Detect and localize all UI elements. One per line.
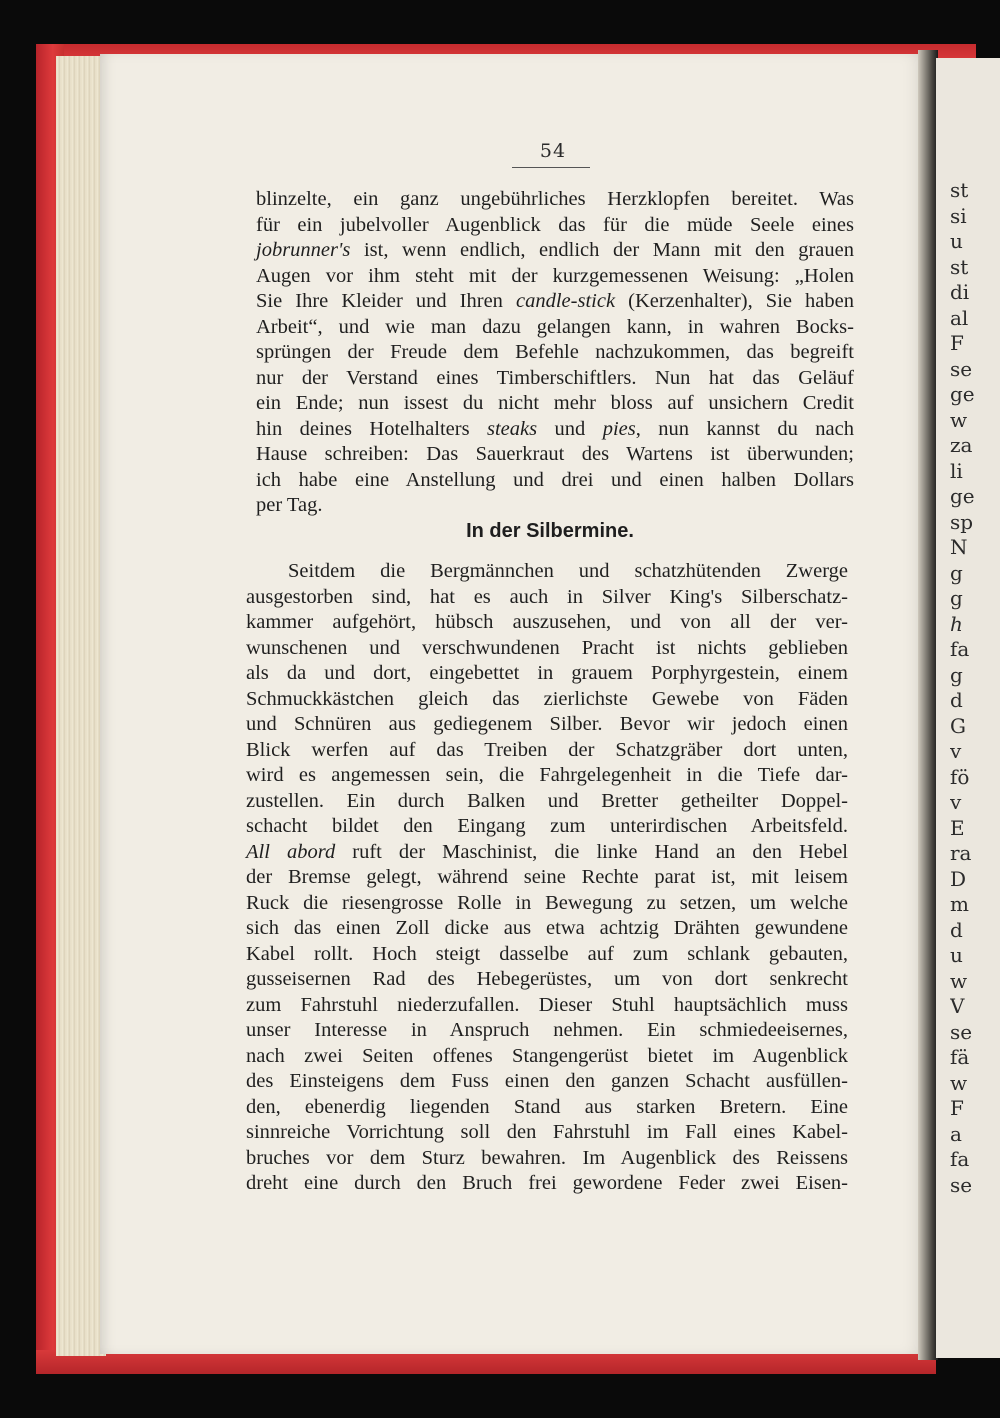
edge-fragment: fa (950, 637, 970, 661)
text-line: Arbeit“, und wie man dazu gelangen kann, in wahren Bocks- (256, 315, 854, 338)
edge-fragment: u (950, 229, 963, 253)
text-line: sprüngen der Freude dem Befehle nachzukommen, das begreift (256, 341, 854, 363)
edge-fragment: st (950, 178, 969, 202)
text-line: Blick werfen auf das Treiben der Schatzgräber dort unten, (246, 738, 848, 761)
text-line: sinnreiche Vorrichtung soll den Fahrstuhl im Fall eines Kabel- (246, 1121, 848, 1143)
edge-fragment: g (950, 586, 963, 610)
edge-fragment: V (950, 994, 965, 1018)
edge-fragment: fä (950, 1045, 970, 1069)
edge-fragment: di (950, 280, 970, 304)
text-line: Schmuckkästchen gleich das zierlichste Gewebe von Fäden (246, 687, 848, 710)
edge-fragment: d (950, 688, 963, 712)
edge-fragment: F (950, 331, 964, 355)
text-line: Sie Ihre Kleider und Ihren candle-stick (Kerzenhalter), Sie haben (256, 290, 855, 312)
page-block-edges (56, 56, 106, 1356)
edge-fragment: se (950, 1172, 973, 1197)
edge-fragment: ra (950, 841, 972, 865)
book-gutter (918, 50, 938, 1360)
page-number: 54 (539, 140, 567, 162)
text-line: Seitdem die Bergmännchen und schatzhütenden Zwerge (288, 560, 848, 582)
text-line: den, ebenerdig liegenden Stand aus starken Bretern. Eine (246, 1095, 848, 1118)
edge-fragment: a (950, 1121, 962, 1146)
edge-fragment: m (950, 892, 969, 916)
text-line: jobrunner's ist, wenn endlich, endlich der Mann mit den grauen (256, 239, 854, 261)
text-line: schacht bildet den Eingang zum unterirdischen Arbeitsfeld. (246, 815, 848, 837)
text-line: wird es angemessen sein, die Fahrgelegenheit in die Tiefe dar- (246, 764, 848, 786)
edge-fragment: al (950, 305, 969, 330)
text-line: zum Fahrstuhl niederzufallen. Dieser Stuhl hauptsächlich muss (246, 993, 848, 1016)
edge-fragment: u (950, 943, 963, 967)
text-line: blinzelte, ein ganz ungebührliches Herzklopfen bereitet. Was (256, 188, 854, 210)
edge-fragment: fa (950, 1147, 970, 1171)
italic-term: steaks (487, 417, 538, 440)
edge-fragment: v (950, 790, 962, 814)
edge-fragment: se (950, 356, 973, 381)
italic-term: All abord (246, 840, 336, 863)
italic-term: pies (602, 417, 636, 440)
text-line: per Tag. (256, 494, 323, 516)
edge-fragment: ge (950, 484, 975, 508)
text-line: ein Ende; nun issest du nicht mehr bloss auf unsichern Credit (256, 392, 854, 414)
edge-fragment: si (950, 203, 967, 228)
edge-fragment: li (950, 458, 963, 483)
edge-fragment: w (950, 1070, 968, 1095)
edge-fragment: D (950, 866, 967, 891)
text-line: Kabel rollt. Hoch steigt dasselbe auf zum schlank gebauten, (246, 942, 848, 965)
text-line: hin deines Hotelhalters steaks und pies, nun kannst du nach (256, 417, 854, 440)
edge-fragment: za (950, 433, 973, 457)
text-line: wunschenen und verschwundenen Pracht ist nichts geblieben (246, 636, 848, 659)
edge-fragment: N (950, 535, 968, 559)
text-line: dreht eine durch den Bruch frei gewordene Feder zwei Eisen- (246, 1172, 848, 1194)
text-line: sich das einen Zoll dicke aus etwa achtzig Drähten gewundene (246, 917, 848, 939)
page-number-rule (512, 167, 590, 168)
italic-term: jobrunner's (256, 239, 351, 261)
section-heading: In der Silbermine. (466, 520, 634, 542)
edge-fragment: w (950, 968, 968, 993)
edge-fragment: w (950, 407, 968, 432)
text-line: Hause schreiben: Das Sauerkraut des Wartens ist überwunden; (256, 443, 854, 465)
edge-fragment: F (950, 1096, 964, 1120)
text-line: gusseisernen Rad des Hebegerüstes, um von dort senkrecht (246, 968, 848, 990)
italic-term: candle-stick (516, 290, 616, 312)
text-line: kammer aufgehört, hübsch auszusehen, und von all der ver- (246, 611, 848, 633)
edge-fragment: se (950, 1019, 973, 1044)
edge-fragment: G (950, 713, 966, 738)
text-line: bruches vor dem Sturz bewahren. Im Augenblick des Reissens (246, 1146, 848, 1169)
edge-fragment: h (950, 611, 963, 636)
text-line: unser Interesse in Anspruch nehmen. Ein schmiedeeisernes, (246, 1019, 848, 1041)
text-line: ausgestorben sind, hat es auch in Silver King's Silberschatz- (246, 585, 848, 608)
text-line: der Bremse gelegt, während seine Rechte parat ist, mit leisem (246, 866, 848, 888)
edge-fragment: g (950, 560, 963, 585)
edge-fragment: sp (950, 509, 974, 534)
paragraph-continued (256, 187, 854, 519)
text-line: als da und dort, eingebettet in grauem Porphyrgestein, einem (246, 662, 848, 684)
text-line: nach zwei Seiten offenes Stangengerüst bietet im Augenblick (246, 1044, 848, 1067)
text-line: All abord ruft der Maschinist, die linke Hand an den Hebel (246, 840, 848, 863)
edge-fragment: fö (950, 764, 970, 789)
text-line: ich habe eine Anstellung und drei und einen halben Dollars (256, 468, 854, 491)
text-line: Ruck die riesengrosse Rolle in Bewegung zu setzen, um welche (246, 891, 848, 914)
text-line: zustellen. Ein durch Balken und Bretter getheilter Doppel- (246, 789, 848, 812)
text-line: und Schnüren aus gediegenem Silber. Bevor wir jedoch einen (246, 713, 848, 735)
text-line: des Einsteigens dem Fuss einen den ganzen Schacht ausfüllen- (246, 1070, 848, 1092)
edge-fragment: g (950, 662, 963, 687)
paragraph-silbermine (246, 559, 848, 1197)
text-line: für ein jubelvoller Augenblick das für die müde Seele eines (256, 213, 854, 236)
edge-fragment: d (950, 917, 963, 942)
edge-fragment: ge (950, 382, 975, 406)
edge-fragment: v (950, 739, 962, 763)
text-line: Augen vor ihm steht mit der kurzgemessenen Weisung: „Holen (256, 264, 854, 287)
text-line: nur der Verstand eines Timberschiftlers. Nun hat das Geläuf (256, 366, 854, 389)
edge-fragment: st (950, 254, 969, 279)
right-page-visible-fragments (950, 178, 1000, 1198)
edge-fragment: E (950, 815, 965, 840)
